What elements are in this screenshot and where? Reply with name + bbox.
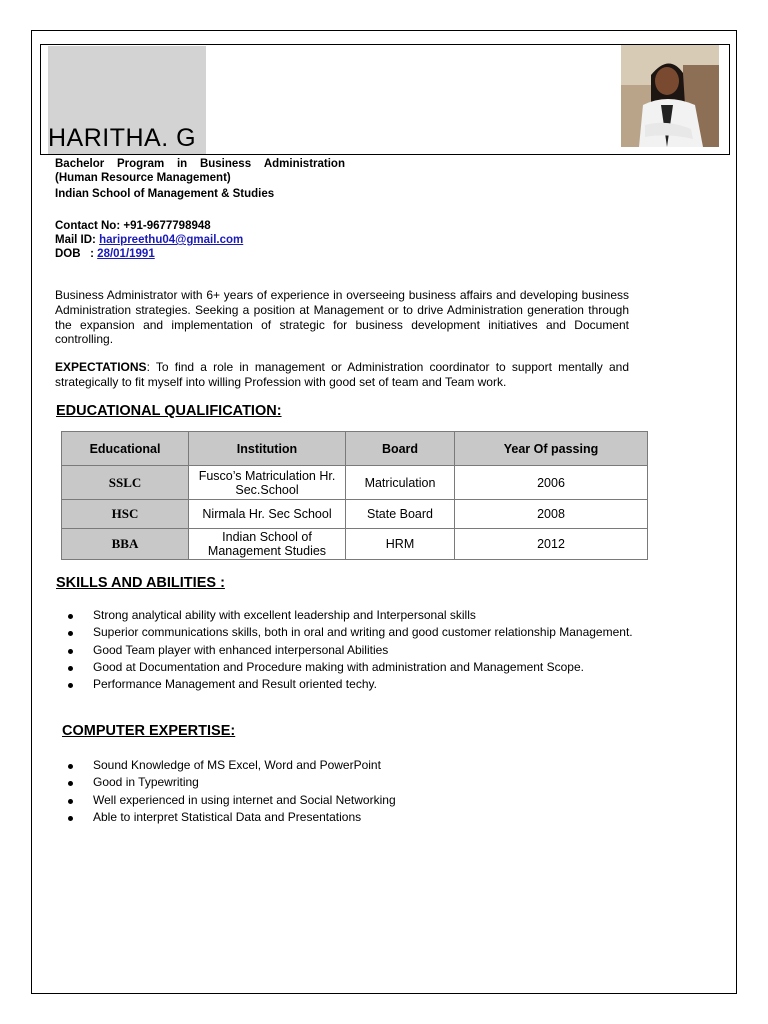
specialization: (Human Resource Management) <box>55 172 231 184</box>
program-word: Program <box>116 158 165 170</box>
education-heading: EDUCATIONAL QUALIFICATION: <box>56 403 282 419</box>
list-item <box>55 792 396 809</box>
bullet-icon <box>68 799 73 804</box>
bullet-icon <box>68 764 73 769</box>
dob-line <box>55 248 155 260</box>
bullet-icon <box>68 816 73 821</box>
institution-cell: Nirmala Hr. Sec School <box>189 500 346 529</box>
bullet-icon <box>68 781 73 786</box>
email-link[interactable]: haripreethu04@gmail.com <box>99 234 244 246</box>
list-item-text: Well experienced in using internet and Social Networking <box>93 792 396 807</box>
program-word: Bachelor <box>55 158 105 170</box>
board-cell: HRM <box>346 529 455 560</box>
dob-label: DOB : <box>55 248 98 260</box>
list-item <box>55 757 396 774</box>
list-item <box>55 659 633 676</box>
expectations-paragraph <box>55 360 629 390</box>
program-line <box>55 158 345 170</box>
program-word: in <box>176 158 188 170</box>
table-header-row <box>62 432 648 466</box>
level-cell: BBA <box>62 529 189 560</box>
year-cell: 2012 <box>455 529 648 560</box>
computer-heading: COMPUTER EXPERTISE: <box>62 723 236 739</box>
computer-list <box>55 757 396 826</box>
list-item <box>55 809 396 826</box>
institution-cell: Fusco’s Matriculation Hr. Sec.School <box>189 466 346 500</box>
level-cell: HSC <box>62 500 189 529</box>
column-header: Educational <box>62 432 189 466</box>
list-item <box>55 607 633 624</box>
institution-cell: Indian School of Management Studies <box>189 529 346 560</box>
list-item-text: Performance Management and Result oriented techy. <box>93 677 377 692</box>
board-cell: Matriculation <box>346 466 455 500</box>
dob-value[interactable]: 28/01/1991 <box>97 248 155 260</box>
column-header: Institution <box>189 432 346 466</box>
list-item <box>55 774 396 791</box>
list-item <box>55 676 633 693</box>
profile-summary: Business Administrator with 6+ years of experience in overseeing business affairs and developing business Administration strategies. Seeking a position at Management or to drive Administration generation through the expansion and implementation of strategic for business development initiatives and Document controlling. <box>55 288 629 347</box>
list-item-text: Able to interpret Statistical Data and Presentations <box>93 809 362 824</box>
list-item-text: Good in Typewriting <box>93 775 199 790</box>
candidate-name: HARITHA. G <box>48 124 197 152</box>
list-item-text: Good at Documentation and Procedure making with administration and Management Scope. <box>93 659 584 674</box>
year-cell: 2008 <box>455 500 648 529</box>
education-table <box>61 431 648 560</box>
list-item <box>55 624 633 641</box>
list-item-text: Good Team player with enhanced interpersonal Abilities <box>93 642 389 657</box>
skills-heading: SKILLS AND ABILITIES : <box>56 575 225 591</box>
board-cell: State Board <box>346 500 455 529</box>
contact-label: Contact No: <box>55 220 124 232</box>
column-header: Board <box>346 432 455 466</box>
list-item <box>55 642 633 659</box>
expectations-text: : To find a role in management or Administration coordinator to support mentally and strategically to fit myself into willing Profession with good set of team and Team work. <box>55 360 629 389</box>
contact-line <box>55 220 211 232</box>
mail-label: Mail ID: <box>55 234 100 246</box>
column-header: Year Of passing <box>455 432 648 466</box>
mail-line <box>55 234 243 246</box>
program-word: Business <box>199 158 252 170</box>
program-word: Administration <box>263 158 345 170</box>
level-cell: SSLC <box>62 466 189 500</box>
list-item-text: Superior communications skills, both in oral and writing and good customer relationship Management. <box>93 625 633 640</box>
table-row <box>62 500 648 529</box>
contact-phone: +91-9677798948 <box>123 220 211 232</box>
expectations-label: EXPECTATIONS <box>55 360 147 374</box>
list-item-text: Strong analytical ability with excellent leadership and Interpersonal skills <box>93 608 476 622</box>
bullet-icon <box>68 631 73 636</box>
list-item-text: Sound Knowledge of MS Excel, Word and PowerPoint <box>93 758 381 772</box>
bullet-icon <box>68 683 73 688</box>
profile-photo <box>621 45 719 147</box>
bullet-icon <box>68 614 73 619</box>
bullet-icon <box>68 649 73 654</box>
table-row <box>62 466 648 500</box>
skills-list <box>55 607 633 693</box>
table-row <box>62 529 648 560</box>
bullet-icon <box>68 666 73 671</box>
school-name: Indian School of Management & Studies <box>55 188 275 200</box>
year-cell: 2006 <box>455 466 648 500</box>
